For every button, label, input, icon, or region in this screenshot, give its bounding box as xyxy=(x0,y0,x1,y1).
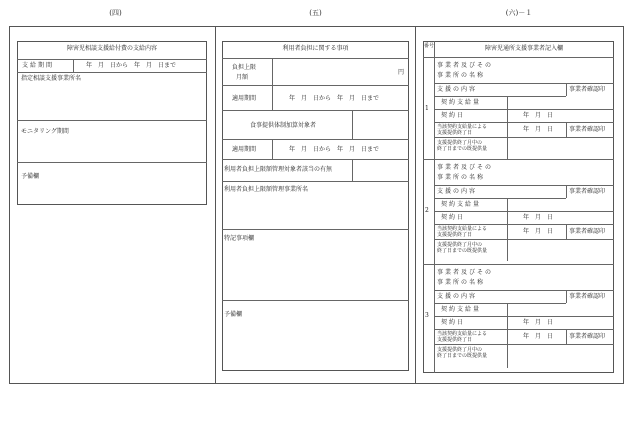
entry-2-line xyxy=(434,211,614,212)
panel5-limit-mgmt-provider-label: 利用者負担上限額管理事業所名 xyxy=(224,186,309,193)
entry-1-line xyxy=(434,109,614,110)
panel4-line xyxy=(17,59,207,60)
entry-confirm-stamp-2: 事業者確認印 xyxy=(569,333,606,340)
entry-end-label-1: 当該契約支給量による xyxy=(437,124,488,130)
panel6-number-column-line xyxy=(434,41,435,373)
entry-confirm-stamp-2: 事業者確認印 xyxy=(569,228,606,235)
entry-remaining-label-1: 支援提供終了月中の xyxy=(437,347,483,353)
entry-end-date-value[interactable]: 年 月 日 xyxy=(523,228,554,235)
entry-remaining-label-2: 終了日までの既提供量 xyxy=(437,146,488,152)
panel5-title: 利用者負担に関する事項 xyxy=(282,45,349,52)
panel-divider-right xyxy=(415,26,416,384)
entry-remaining-label-2: 終了日までの既提供量 xyxy=(437,248,488,254)
entry-support-content: 支援の内容 xyxy=(437,86,478,93)
entry-remaining-label-1: 支援提供終了月中の xyxy=(437,140,483,146)
entry-support-content: 支援の内容 xyxy=(437,188,478,195)
entry-1-line xyxy=(507,122,508,137)
entry-number: 2 xyxy=(425,207,429,214)
entry-contract-date-value[interactable]: 年 月 日 xyxy=(523,319,554,326)
panel5-limit-mgmt-label: 利用者負担上限額管理対象者該当の有無 xyxy=(224,166,333,173)
panel5-line xyxy=(222,300,409,301)
entry-2-line xyxy=(566,185,567,198)
panel6-header: (六)－１ xyxy=(505,9,533,17)
entry-provider-name-1: 事業者及びその xyxy=(437,62,494,69)
entry-confirm-stamp-1: 事業者確認印 xyxy=(569,86,606,93)
panel5-line xyxy=(222,229,409,230)
entry-3-line xyxy=(434,290,614,291)
panel5-limit-label-2: 月額 xyxy=(236,74,249,81)
panel-divider-left xyxy=(215,26,216,384)
entry-contract-date-value[interactable]: 年 月 日 xyxy=(523,214,554,221)
panel4-line xyxy=(73,59,74,72)
entry-contract-date-value[interactable]: 年 月 日 xyxy=(523,112,554,119)
panel6-number-column-header: 番号 xyxy=(424,43,435,49)
panel4-line xyxy=(17,120,207,121)
panel5-line xyxy=(272,139,273,159)
entry-end-date-value[interactable]: 年 月 日 xyxy=(523,126,554,133)
entry-provider-name-1: 事業者及びその xyxy=(437,269,494,276)
entry-1-line xyxy=(434,137,614,138)
panel5-apply-period-label-2: 適用期間 xyxy=(232,146,257,153)
entry-end-label-2: 支援提供終了日 xyxy=(437,232,473,238)
entry-separator xyxy=(423,264,614,265)
entry-end-label-2: 支援提供終了日 xyxy=(437,337,473,343)
entry-remaining-label-2: 終了日までの既提供量 xyxy=(437,353,488,359)
panel5-line xyxy=(222,85,409,86)
entry-number: 3 xyxy=(425,312,429,319)
entry-confirm-stamp-2: 事業者確認印 xyxy=(569,126,606,133)
panel5-yen: 円 xyxy=(398,69,405,76)
entry-end-label-1: 当該契約支給量による xyxy=(437,331,488,337)
entry-contract-amount: 契約支給量 xyxy=(441,306,482,313)
panel5-line xyxy=(222,159,409,160)
panel4-period-value[interactable]: 年 月 日から 年 月 日まで xyxy=(86,62,177,69)
entry-contract-date: 契約日 xyxy=(441,214,466,221)
panel5-apply-period-value-2[interactable]: 年 月 日から 年 月 日まで xyxy=(289,146,380,153)
entry-end-date-value[interactable]: 年 月 日 xyxy=(523,333,554,340)
panel6-line xyxy=(423,57,614,58)
panel6-title: 障害児通所支援事業者記入欄 xyxy=(484,45,563,52)
panel4-header: (四) xyxy=(109,9,122,17)
panel4-line xyxy=(17,72,207,73)
panel5-apply-period-label: 適用期間 xyxy=(232,95,257,102)
entry-2-line xyxy=(434,239,614,240)
entry-2-line xyxy=(434,198,566,199)
panel4-line xyxy=(17,162,207,163)
entry-number: 1 xyxy=(425,105,429,112)
entry-2-line xyxy=(507,224,508,239)
panel5-line xyxy=(352,110,353,139)
entry-2-line xyxy=(566,224,567,239)
panel4-provider-label: 指定相談支援事業所名 xyxy=(21,75,82,82)
entry-support-content: 支援の内容 xyxy=(437,293,478,300)
entry-3-line xyxy=(566,329,567,344)
entry-remaining-label-1: 支援提供終了月中の xyxy=(437,242,483,248)
panel5-notes-label: 予備欄 xyxy=(224,311,243,318)
entry-3-line xyxy=(507,344,508,368)
entry-confirm-stamp-1: 事業者確認印 xyxy=(569,293,606,300)
entry-3-line xyxy=(434,303,566,304)
entry-1-line xyxy=(566,83,567,96)
entry-contract-amount: 契約支給量 xyxy=(441,201,482,208)
entry-contract-amount: 契約支給量 xyxy=(441,99,482,106)
panel5-header: (五) xyxy=(309,9,322,17)
entry-provider-name-1: 事業者及びその xyxy=(437,164,494,171)
entry-3-line xyxy=(434,316,614,317)
panel5-line xyxy=(222,181,409,182)
panel4-title: 障害児相談支援給付費の支給内容 xyxy=(66,45,157,52)
panel5-meal-label: 食事提供体制加算対象者 xyxy=(250,122,317,129)
entry-1-line xyxy=(434,96,566,97)
panel5-line xyxy=(352,159,353,181)
panel5-line xyxy=(272,58,273,110)
entry-end-label-1: 当該契約支給量による xyxy=(437,226,488,232)
entry-end-label-2: 支援提供終了日 xyxy=(437,130,473,136)
entry-1-line xyxy=(434,83,614,84)
panel5-line xyxy=(222,110,409,111)
entry-contract-date: 契約日 xyxy=(441,319,466,326)
panel4-monitoring-label: モニタリング期間 xyxy=(21,128,69,135)
entry-3-line xyxy=(434,329,614,330)
entry-2-line xyxy=(507,239,508,261)
panel5-line xyxy=(222,139,409,140)
panel4-notes-label: 予備欄 xyxy=(21,173,40,180)
entry-contract-date: 契約日 xyxy=(441,112,466,119)
entry-confirm-stamp-1: 事業者確認印 xyxy=(569,188,606,195)
panel4-period-label: 支給期間 xyxy=(22,62,55,69)
entry-2-line xyxy=(434,224,614,225)
panel5-limit-label-1: 負担上限 xyxy=(232,64,257,71)
panel5-table xyxy=(222,41,409,371)
entry-3-line xyxy=(566,290,567,303)
panel5-line xyxy=(222,58,409,59)
entry-1-line xyxy=(507,137,508,159)
entry-provider-name-2: 事業所の名称 xyxy=(437,72,486,79)
entry-provider-name-2: 事業所の名称 xyxy=(437,174,486,181)
entry-provider-name-2: 事業所の名称 xyxy=(437,279,486,286)
panel5-special-label: 特記事項欄 xyxy=(224,235,255,242)
entry-separator xyxy=(423,159,614,160)
entry-3-line xyxy=(507,329,508,344)
entry-2-line xyxy=(434,185,614,186)
entry-1-line xyxy=(566,122,567,137)
entry-3-line xyxy=(434,344,614,345)
entry-1-line xyxy=(434,122,614,123)
panel5-apply-period-value[interactable]: 年 月 日から 年 月 日まで xyxy=(289,95,380,102)
